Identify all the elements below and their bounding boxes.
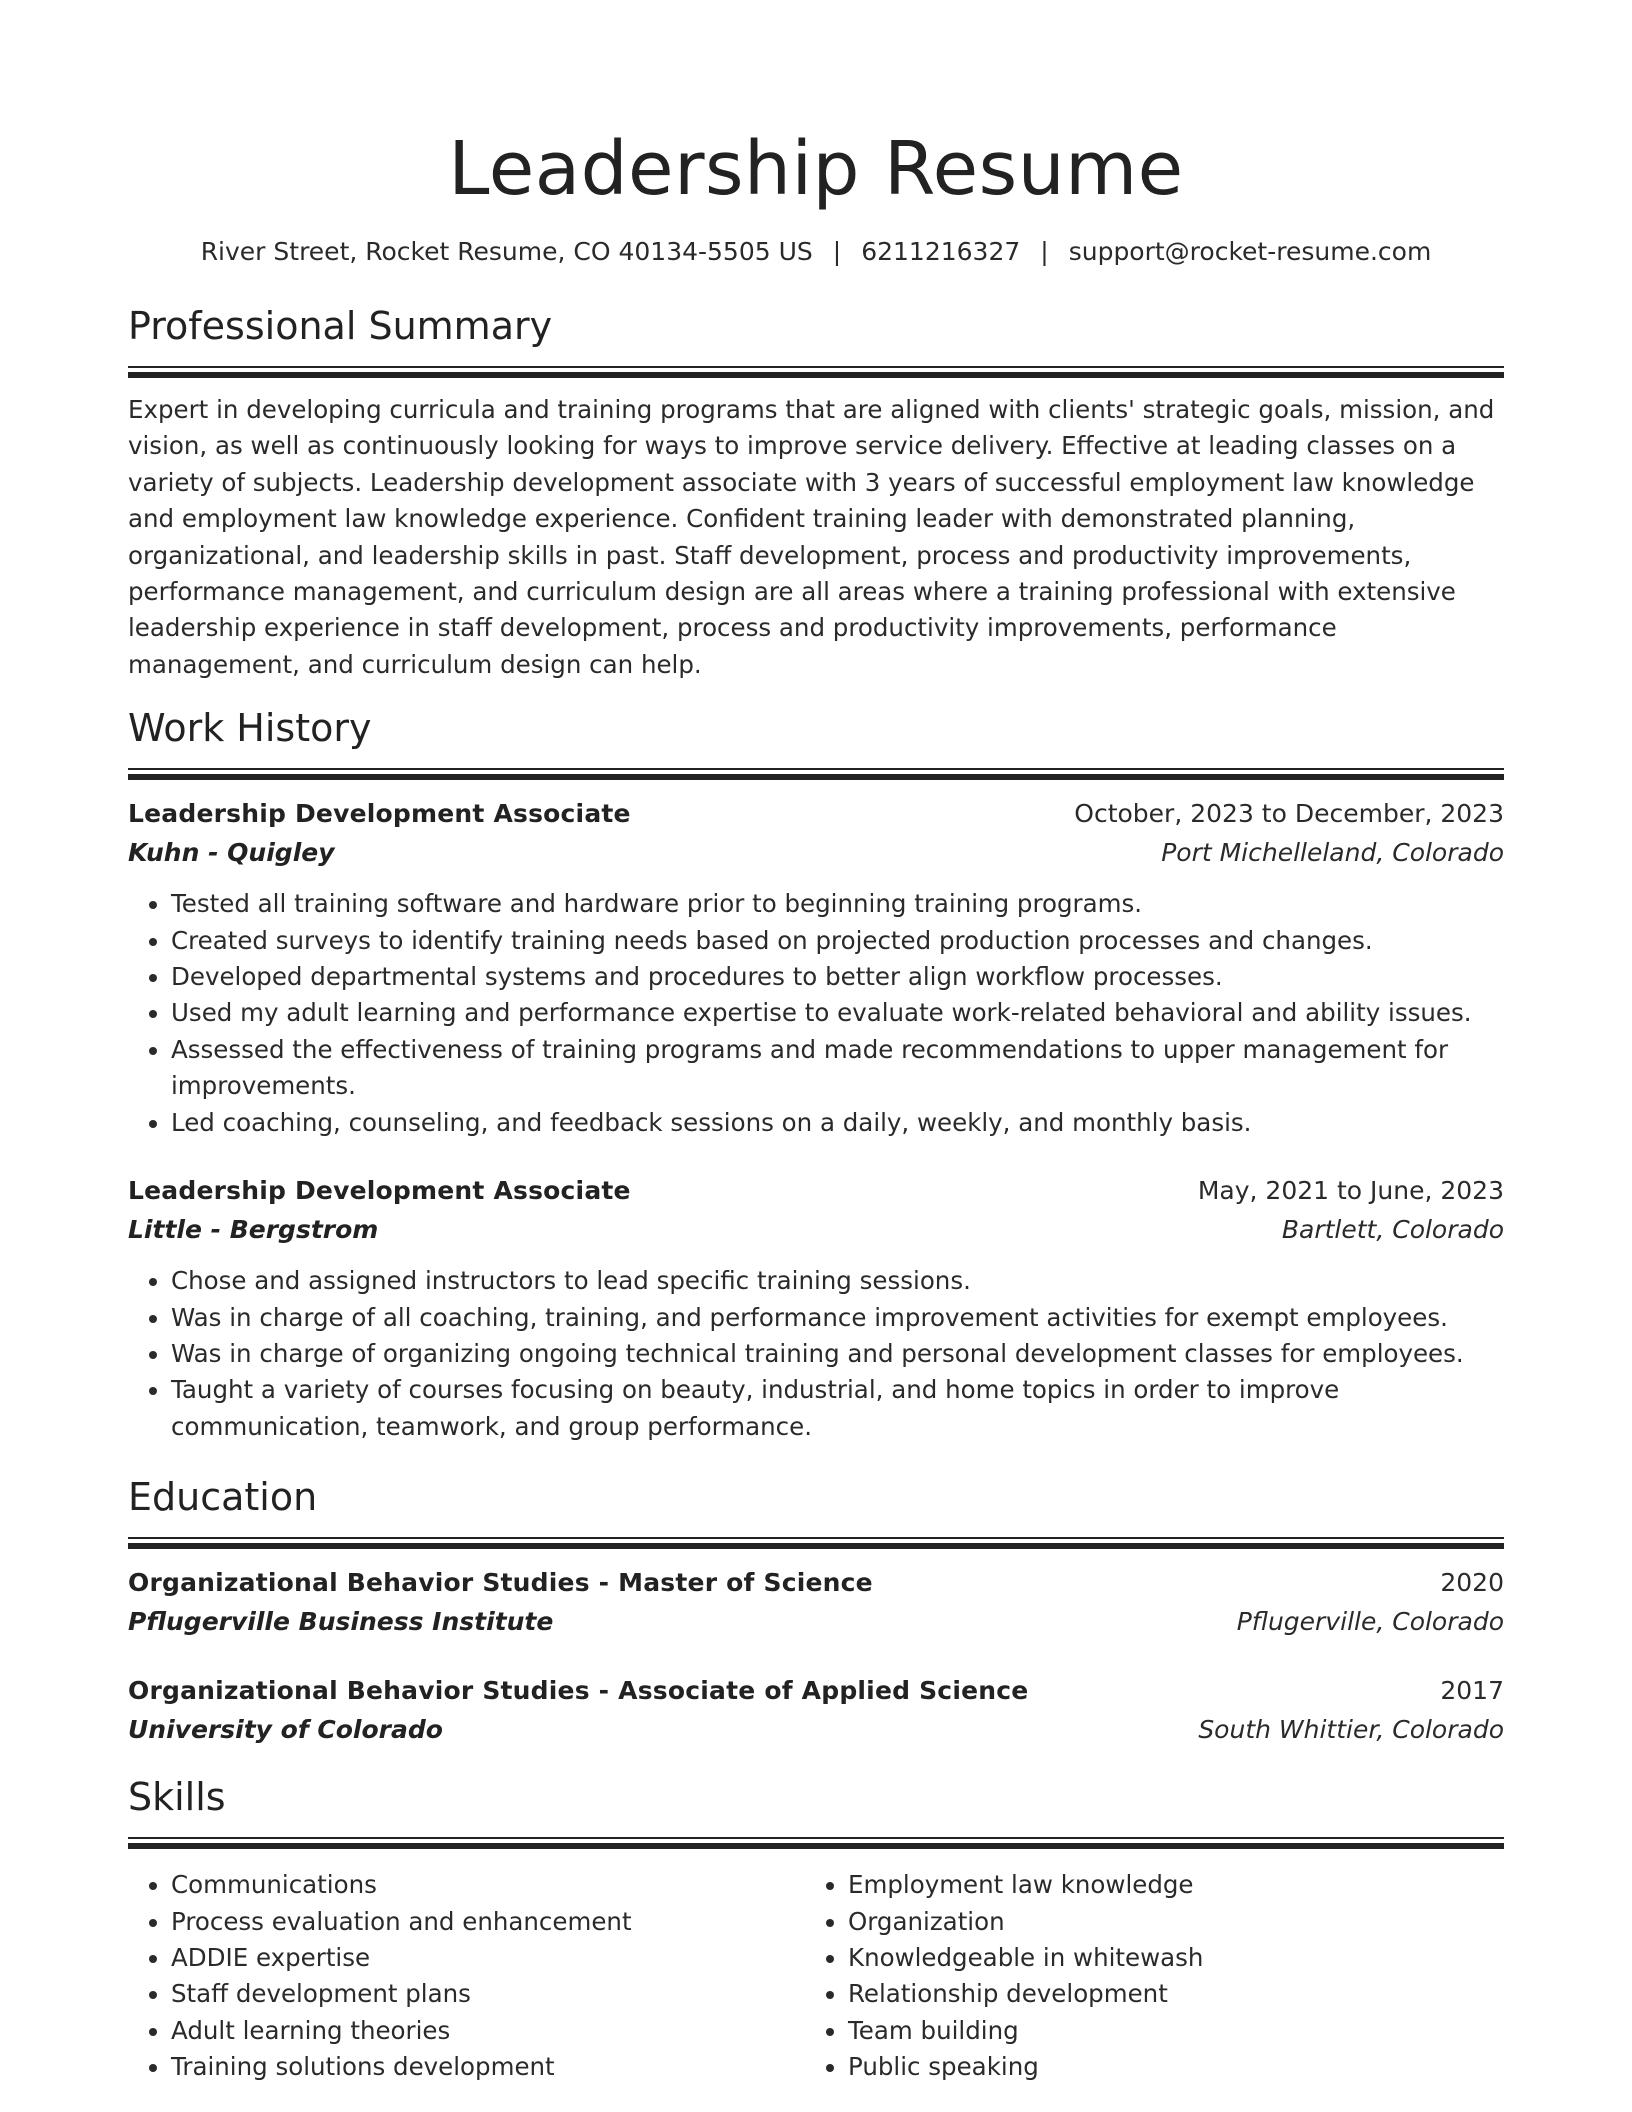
skill-item: • Organization xyxy=(848,1904,1482,1940)
education-school: University of Colorado xyxy=(128,1715,443,1745)
education-entry xyxy=(128,1671,1504,1749)
job-bullets xyxy=(128,1263,1504,1445)
contact-separator: | xyxy=(832,237,842,266)
section-divider xyxy=(128,768,1504,780)
section-heading-education: Education xyxy=(128,1475,318,1520)
list-item: • Taught a variety of courses focusing on beauty, industrial, and home topics in order to improve communication, teamwork, and group performance. xyxy=(171,1372,1504,1445)
list-item: • Assessed the effectiveness of training programs and made recommendations to upper management for improvements. xyxy=(171,1032,1504,1105)
job-entry xyxy=(128,794,1504,1141)
job-company: Kuhn - Quigley xyxy=(128,838,335,868)
resume-title: Leadership Resume xyxy=(448,126,1184,212)
education-school: Pflugerville Business Institute xyxy=(128,1607,554,1637)
skills-column-left xyxy=(128,1867,805,2085)
job-company: Little - Bergstrom xyxy=(128,1215,379,1245)
skill-item: • Employment law knowledge xyxy=(848,1867,1482,1903)
list-item: • Chose and assigned instructors to lead specific training sessions. xyxy=(171,1263,1504,1299)
job-bullets xyxy=(128,886,1504,1141)
contact-address: River Street, Rocket Resume, CO 40134-5505 US xyxy=(200,237,813,266)
education-degree: Organizational Behavior Studies - Associate of Applied Science xyxy=(128,1676,1029,1706)
list-item: • Led coaching, counseling, and feedback sessions on a daily, weekly, and monthly basis. xyxy=(171,1105,1504,1141)
education-year: 2020 xyxy=(1440,1568,1504,1598)
job-entry xyxy=(128,1171,1504,1445)
skill-item: • Relationship development xyxy=(848,1976,1482,2012)
section-heading-summary: Professional Summary xyxy=(128,304,553,348)
contact-separator: | xyxy=(1040,237,1049,266)
job-dates: May, 2021 to June, 2023 xyxy=(1197,1176,1504,1206)
job-title: Leadership Development Associate xyxy=(128,1176,631,1206)
section-heading-work: Work History xyxy=(128,706,372,751)
job-dates: October, 2023 to December, 2023 xyxy=(1074,799,1504,829)
job-company-row xyxy=(128,1210,1504,1249)
skill-item: • Process evaluation and enhancement xyxy=(171,1904,805,1940)
section-divider xyxy=(128,366,1504,378)
education-year: 2017 xyxy=(1440,1676,1504,1706)
work-section xyxy=(128,702,1504,1445)
skill-item: • Training solutions development xyxy=(171,2049,805,2085)
contact-phone: 6211216327 xyxy=(861,237,1021,266)
education-degree: Organizational Behavior Studies - Master of Science xyxy=(128,1568,873,1598)
skill-item: • Public speaking xyxy=(848,2049,1482,2085)
list-item: • Was in charge of organizing ongoing technical training and personal development classes for employees. xyxy=(171,1336,1504,1372)
skills-section xyxy=(128,1771,1504,2085)
summary-section xyxy=(128,300,1504,683)
summary-text: Expert in developing curricula and training programs that are aligned with clients' strategic goals, mission, and vision, as well as continuously looking for ways to improve service delivery. Effective at leading classes on a variety of subjects. Leadership development associate with 3 years of successful employment law knowledge and employment law knowledge experience. Confident training leader with demonstrated planning, organizational, and leadership skills in past. Staff development, process and productivity improvements, performance management, and curriculum design are all areas where a training professional with extensive leadership experience in staff development, process and productivity improvements, performance management, and curriculum design can help. xyxy=(128,395,1495,679)
contact-email[interactable]: support@rocket-resume.com xyxy=(1068,237,1432,266)
education-header-row xyxy=(128,1563,1504,1602)
list-item: • Created surveys to identify training needs based on projected production processes and changes. xyxy=(171,923,1504,959)
list-item: • Used my adult learning and performance expertise to evaluate work-related behavioral and ability issues. xyxy=(171,995,1504,1031)
skills-list-left xyxy=(128,1867,805,2085)
education-location: Pflugerville, Colorado xyxy=(1236,1607,1504,1637)
education-section xyxy=(128,1471,1504,1749)
job-location: Bartlett, Colorado xyxy=(1281,1215,1504,1245)
education-entry xyxy=(128,1563,1504,1641)
job-header-row xyxy=(128,794,1504,833)
education-school-row xyxy=(128,1602,1504,1641)
job-title: Leadership Development Associate xyxy=(128,799,631,829)
skills-columns xyxy=(128,1867,1504,2085)
skill-item: • Knowledgeable in whitewash xyxy=(848,1940,1482,1976)
skill-item: • Team building xyxy=(848,2013,1482,2049)
skills-column-right xyxy=(805,1867,1482,2085)
education-school-row xyxy=(128,1710,1504,1749)
section-heading-skills: Skills xyxy=(128,1775,226,1820)
contact-line xyxy=(128,234,1504,270)
skill-item: • Adult learning theories xyxy=(171,2013,805,2049)
section-divider xyxy=(128,1537,1504,1549)
resume-page xyxy=(128,0,1504,2086)
job-location: Port Michelleland, Colorado xyxy=(1161,838,1504,868)
list-item: • Developed departmental systems and procedures to better align workflow processes. xyxy=(171,959,1504,995)
skill-item: • Staff development plans xyxy=(171,1976,805,2012)
education-location: South Whittier, Colorado xyxy=(1198,1715,1504,1745)
skill-item: • ADDIE expertise xyxy=(171,1940,805,1976)
skill-item: • Communications xyxy=(171,1867,805,1903)
list-item: • Tested all training software and hardware prior to beginning training programs. xyxy=(171,886,1504,922)
list-item: • Was in charge of all coaching, training, and performance improvement activities for exempt employees. xyxy=(171,1300,1504,1336)
section-divider xyxy=(128,1837,1504,1849)
job-header-row xyxy=(128,1171,1504,1210)
skills-list-right xyxy=(805,1867,1482,2085)
job-company-row xyxy=(128,833,1504,872)
education-header-row xyxy=(128,1671,1504,1710)
